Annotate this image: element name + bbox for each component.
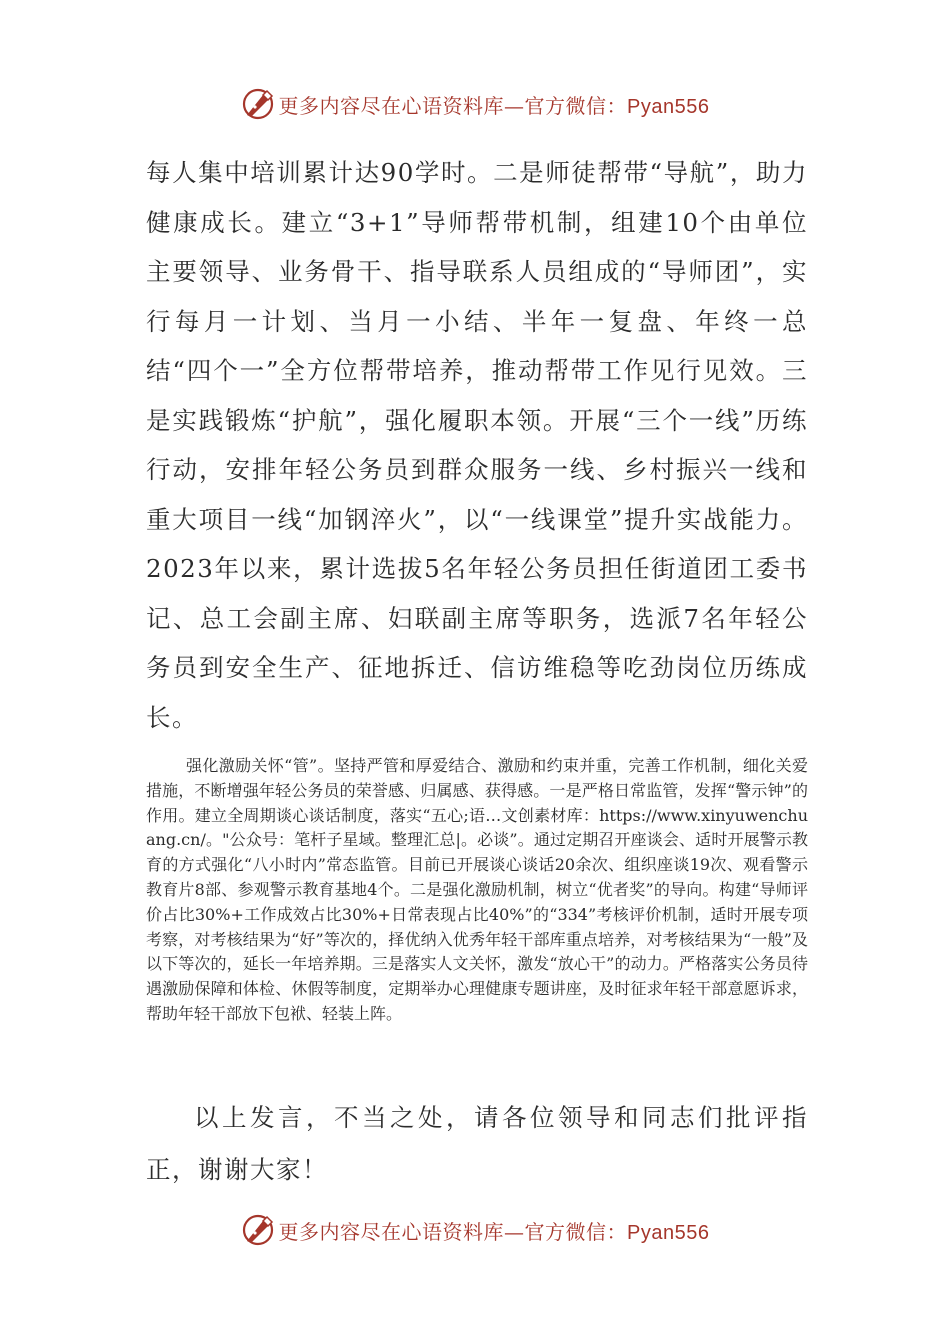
- body-paragraph-2: 强化激励关怀“管”。坚持严管和厚爱结合、激励和约束并重，完善工作机制，细化关爱措施，不断增强年轻公务员的荣誉感、归属感、获得感。一是严格日常监管，发挥“警示钟”的作用。建立全周期谈心谈话制度，落实“五心;语…文创素材库：https://www.xinyuwenchuang.cn/。"公众号：笔杆子星域。整理汇总|。必谈”。通过定期召开座谈会、适时开展警示教育的方式强化“八小时内”常态监管。目前已开展谈心谈话20余次、组织座谈19次、观看警示教育片8部、参观警示教育基地4个。二是强化激励机制，树立“优者奖”的导向。构建“导师评价占比30%+工作成效占比30%+日常表现占比40%”的“334”考核评价机制，适时开展专项考察，对考核结果为“好”等次的，择优纳入优秀年轻干部库重点培养，对考核结果为“一般”及以下等次的，延长一年培养期。三是落实人文关怀，激发“放心干”的动力。严格落实公务员待遇激励保障和体检、休假等制度，定期举办心理健康专题讲座，及时征求年轻干部意愿诉求，帮助年轻干部放下包袱、轻装上阵。: [146, 756, 808, 1023]
- header-banner-label: 更多内容尽在心语资料库—官方微信：: [278, 93, 628, 118]
- closing-paragraph: 以上发言，不当之处，请各位领导和同志们批评指正，谢谢大家！: [146, 1103, 808, 1184]
- pen-nib-logo-icon: [241, 87, 275, 121]
- footer-banner-text: [279, 1216, 710, 1245]
- header-banner-text: [279, 90, 710, 119]
- footer-banner-label: 更多内容尽在心语资料库—官方微信：: [278, 1219, 628, 1244]
- pen-nib-logo-icon: [241, 1213, 275, 1247]
- header-banner: [0, 84, 950, 124]
- body-paragraph-1: 每人集中培训累计达90学时。二是师徒帮带“导航”，助力健康成长。建立“3+1”导师帮带机制，组建10个由单位主要领导、业务骨干、指导联系人员组成的“导师团”，实行每月一计划、当月一小结、半年一复盘、年终一总结“四个一”全方位帮带培养，推动帮带工作见行见效。三是实践锻炼“护航”，强化履职本领。开展“三个一线”历练行动，安排年轻公务员到群众服务一线、乡村振兴一线和重大项目一线“加钢淬火”，以“一线课堂”提升实战能力。2023年以来，累计选拔5名年轻公务员担任街道团工委书记、总工会副主席、妇联副主席等职务，选派7名年轻公务员到安全生产、征地拆迁、信访维稳等吃劲岗位历练成长。: [146, 158, 808, 732]
- footer-banner-wechat-id: Pyan556: [627, 1221, 710, 1244]
- header-banner-wechat-id: Pyan556: [627, 95, 710, 118]
- footer-banner: [0, 1210, 950, 1250]
